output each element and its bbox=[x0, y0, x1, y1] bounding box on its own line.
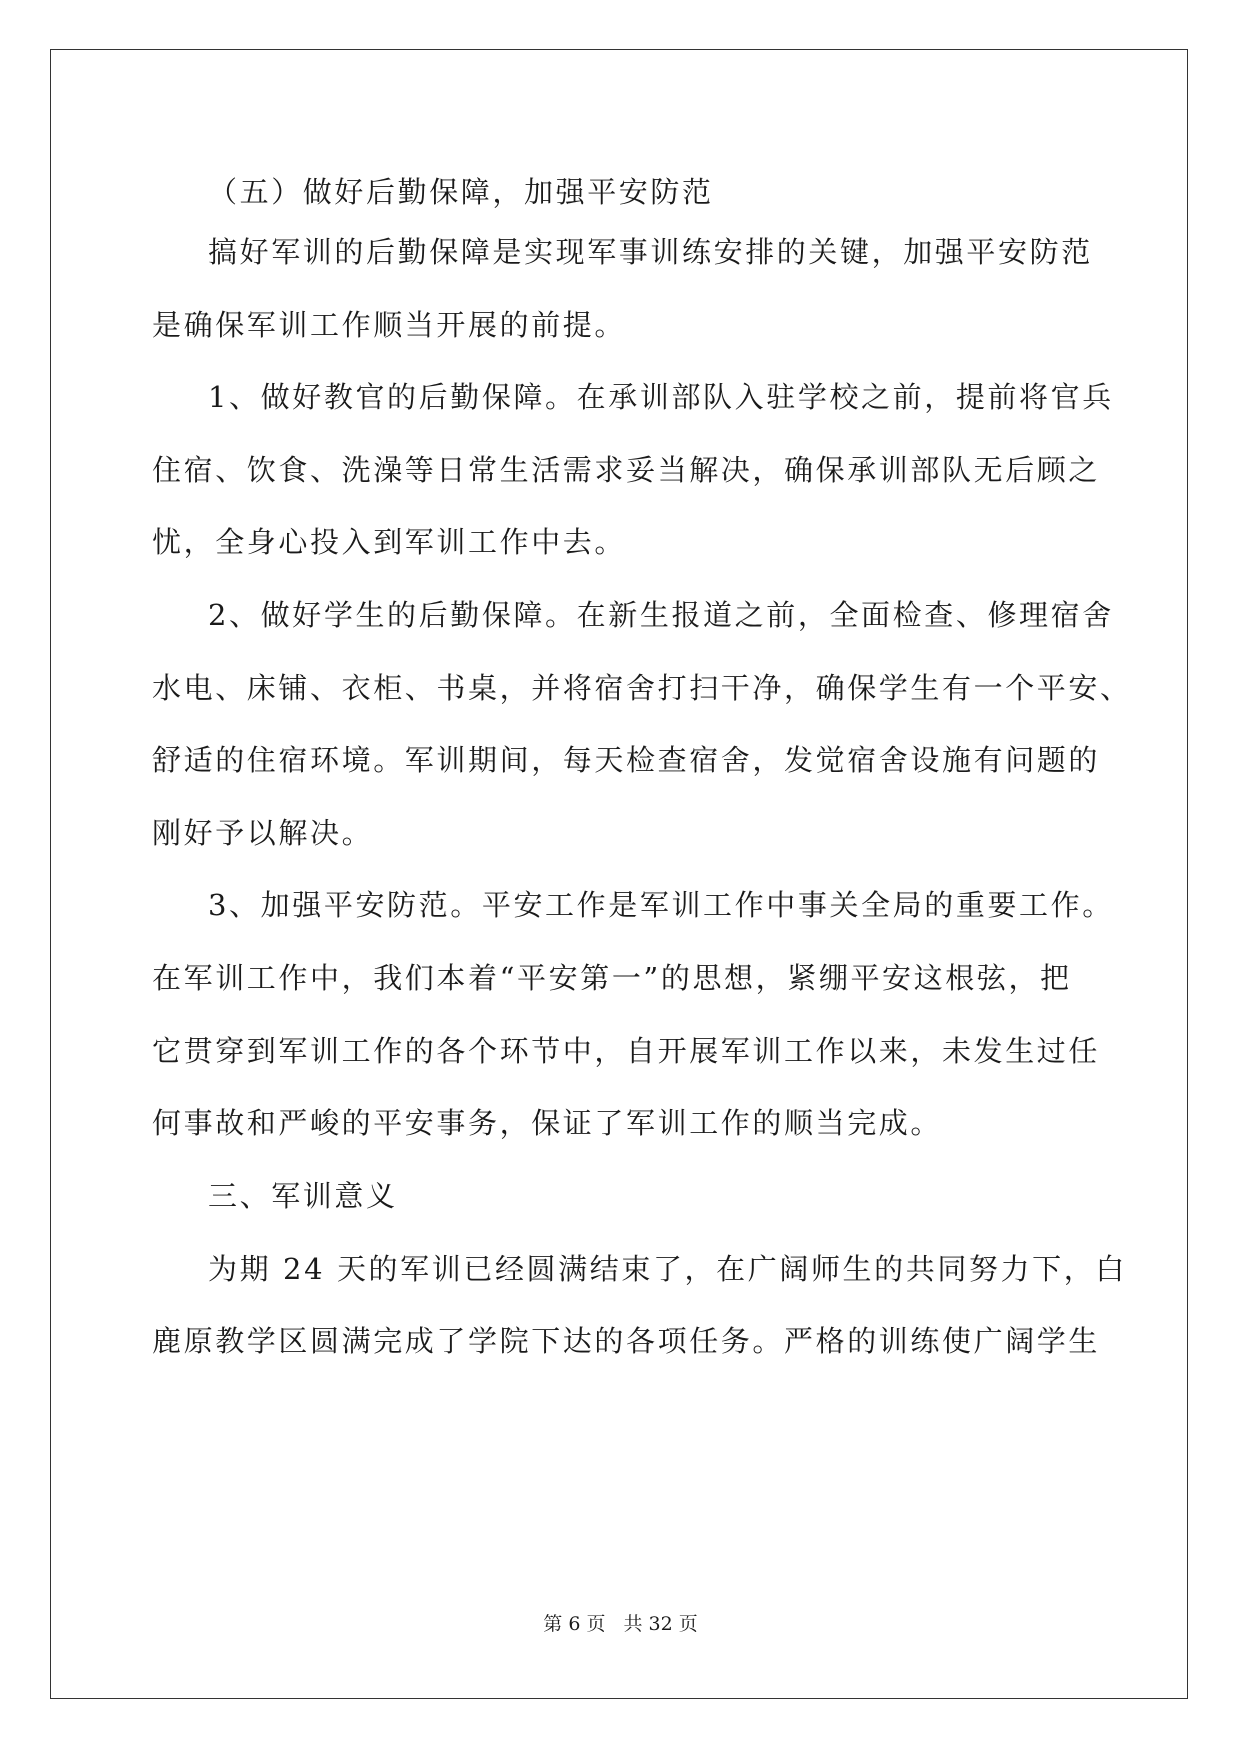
page-border bbox=[50, 49, 1188, 1699]
page-number: 第 6 页 bbox=[543, 1613, 606, 1635]
page-footer bbox=[0, 1612, 1241, 1636]
paragraph-line: 舒适的住宿环境。军训期间，每天检查宿舍，发觉宿舍设施有问题的 bbox=[152, 743, 1101, 777]
paragraph-line: 为期 24 天的军训已经圆满结束了，在广阔师生的共同努力下，白 bbox=[208, 1252, 1127, 1286]
paragraph-line: 住宿、饮食、洗澡等日常生活需求妥当解决，确保承训部队无后顾之 bbox=[152, 453, 1101, 487]
paragraph-line: 2、做好学生的后勤保障。在新生报道之前，全面检查、修理宿舍 bbox=[208, 598, 1114, 632]
page-total: 共 32 页 bbox=[623, 1613, 698, 1635]
paragraph-line: 1、做好教官的后勤保障。在承训部队入驻学校之前，提前将官兵 bbox=[208, 380, 1114, 414]
paragraph-line: 水电、床铺、衣柜、书桌，并将宿舍打扫干净，确保学生有一个平安、 bbox=[152, 671, 1132, 705]
paragraph-line: 刚好予以解决。 bbox=[152, 816, 374, 850]
paragraph-line: 何事故和严峻的平安事务，保证了军训工作的顺当完成。 bbox=[152, 1106, 943, 1140]
paragraph-line: 搞好军训的后勤保障是实现军事训练安排的关键，加强平安防范 bbox=[208, 235, 1093, 269]
section-heading: 三、军训意义 bbox=[208, 1179, 398, 1213]
paragraph-line: 在军训工作中，我们本着“平安第一”的思想，紧绷平安这根弦，把 bbox=[152, 961, 1072, 995]
paragraph-line: 是确保军训工作顺当开展的前提。 bbox=[152, 308, 627, 342]
paragraph-line: 它贯穿到军训工作的各个环节中，自开展军训工作以来，未发生过任 bbox=[152, 1034, 1101, 1068]
paragraph-line: 3、加强平安防范。平安工作是军训工作中事关全局的重要工作。 bbox=[208, 888, 1114, 922]
section-heading: （五）做好后勤保障，加强平安防范 bbox=[208, 175, 714, 209]
paragraph-line: 鹿原教学区圆满完成了学院下达的各项任务。严格的训练使广阔学生 bbox=[152, 1324, 1101, 1358]
paragraph-line: 忧，全身心投入到军训工作中去。 bbox=[152, 525, 627, 559]
